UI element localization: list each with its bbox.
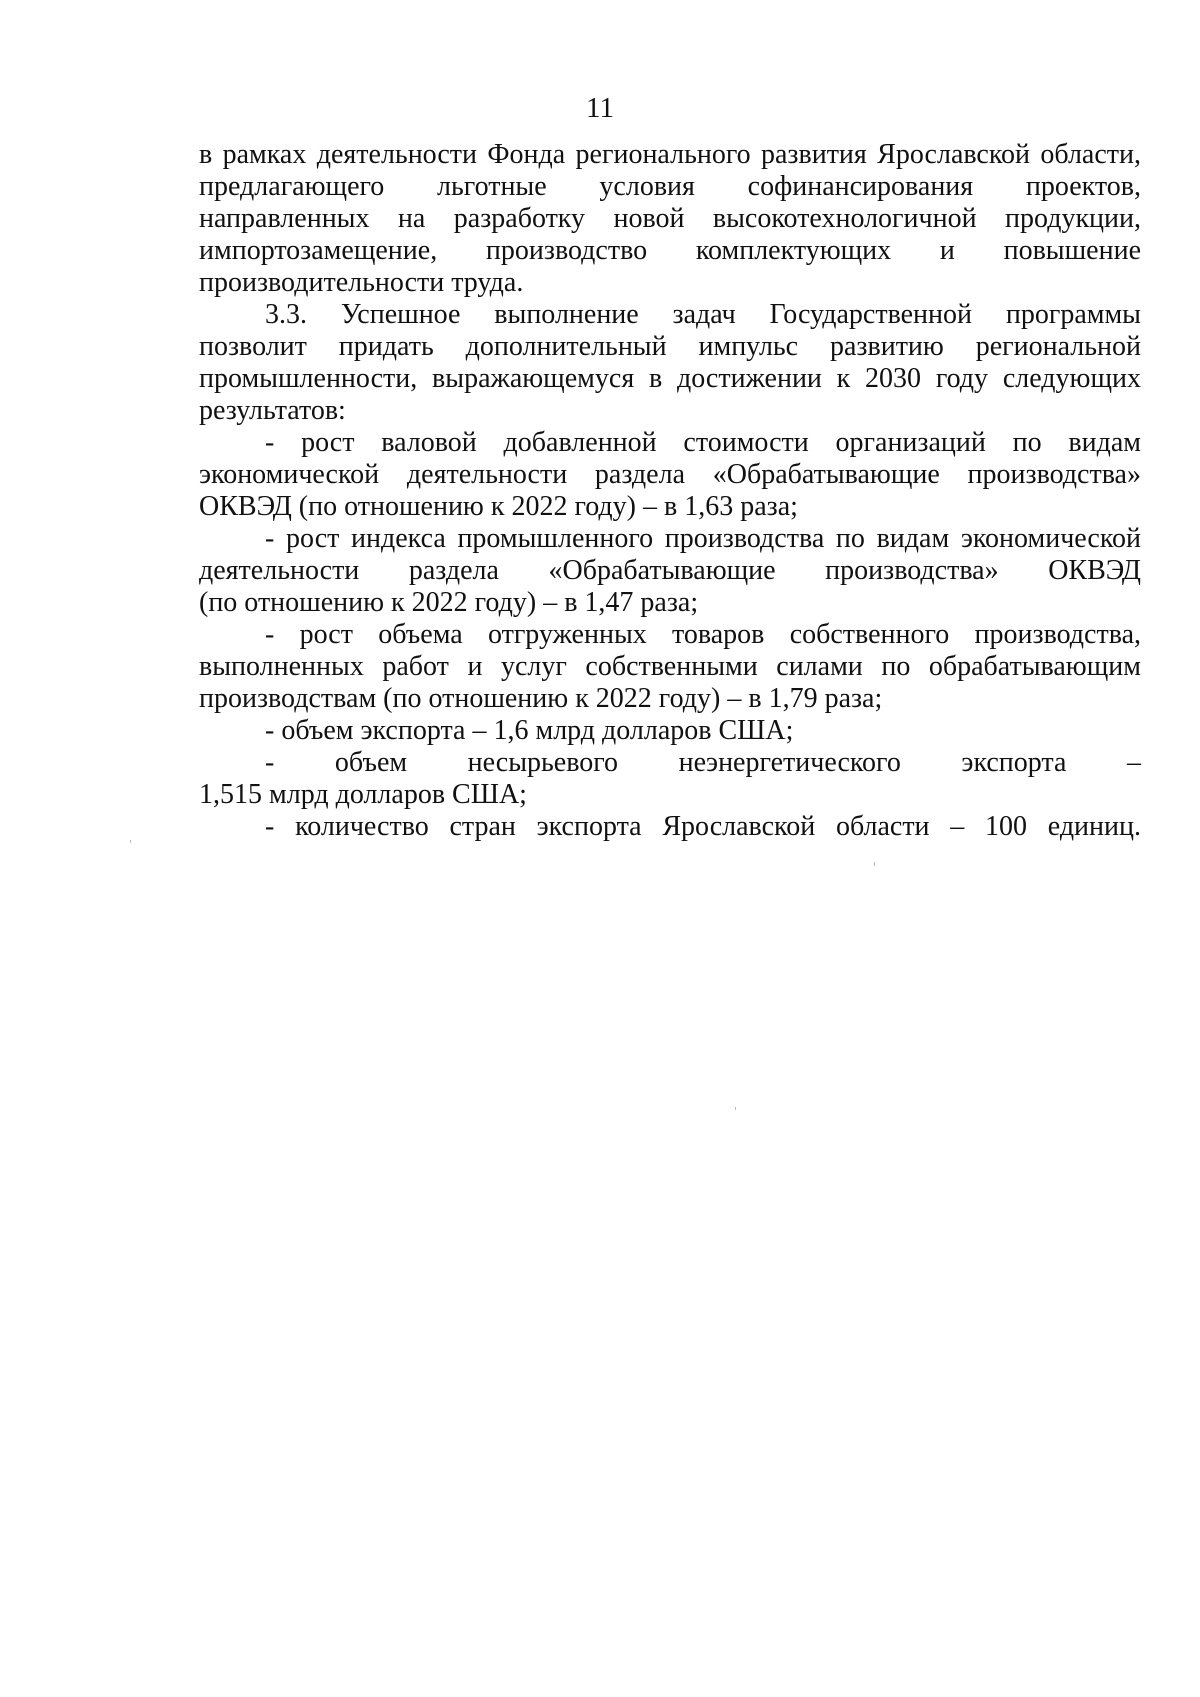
list-item-industrial-index: - рост индекса промышленного производства по видам экономической: [265, 523, 1141, 554]
text-line: промышленности, выражающемуся в достижении к 2030 году следующих: [199, 363, 1141, 394]
text-line: экономической деятельности раздела «Обрабатывающие производства»: [199, 459, 1141, 490]
scan-artifact: [874, 862, 875, 866]
section-3-3-start: 3.3. Успешное выполнение задач Государственной программы: [265, 299, 1141, 330]
body-text: [199, 139, 1141, 843]
scan-artifact: [130, 840, 131, 843]
text-line: импортозамещение, производство комплектующих и повышение: [199, 235, 1141, 266]
text-line: 1,515 млрд долларов США;: [199, 779, 527, 810]
list-item-export-countries: - количество стран экспорта Ярославской области – 100 единиц.: [265, 811, 1141, 842]
page-number: 11: [586, 92, 614, 124]
text-line: результатов:: [199, 395, 346, 426]
list-item-shipped-goods: - рост объема отгруженных товаров собственного производства,: [265, 619, 1141, 650]
list-item-export-volume: - объем экспорта – 1,6 млрд долларов США;: [265, 715, 794, 746]
scan-artifact: [735, 1107, 736, 1110]
text-line: позволит придать дополнительный импульс развитию региональной: [199, 331, 1141, 362]
text-line: предлагающего льготные условия софинансирования проектов,: [199, 171, 1141, 202]
text-line: выполненных работ и услуг собственными силами по обрабатывающим: [199, 651, 1141, 682]
text-line: производительности труда.: [199, 267, 524, 298]
text-line: деятельности раздела «Обрабатывающие производства» ОКВЭД: [199, 555, 1141, 586]
list-item-gva-growth: - рост валовой добавленной стоимости организаций по видам: [265, 427, 1141, 458]
text-line: направленных на разработку новой высокотехнологичной продукции,: [199, 203, 1141, 234]
list-item-non-resource-export: - объем несырьевого неэнергетического экспорта –: [265, 747, 1141, 778]
text-line: производствам (по отношению к 2022 году) – в 1,79 раза;: [199, 683, 883, 714]
text-line: (по отношению к 2022 году) – в 1,47 раза;: [199, 587, 699, 618]
text-line: ОКВЭД (по отношению к 2022 году) – в 1,63 раза;: [199, 491, 798, 522]
text-line: в рамках деятельности Фонда регионального развития Ярославской области,: [199, 139, 1141, 170]
